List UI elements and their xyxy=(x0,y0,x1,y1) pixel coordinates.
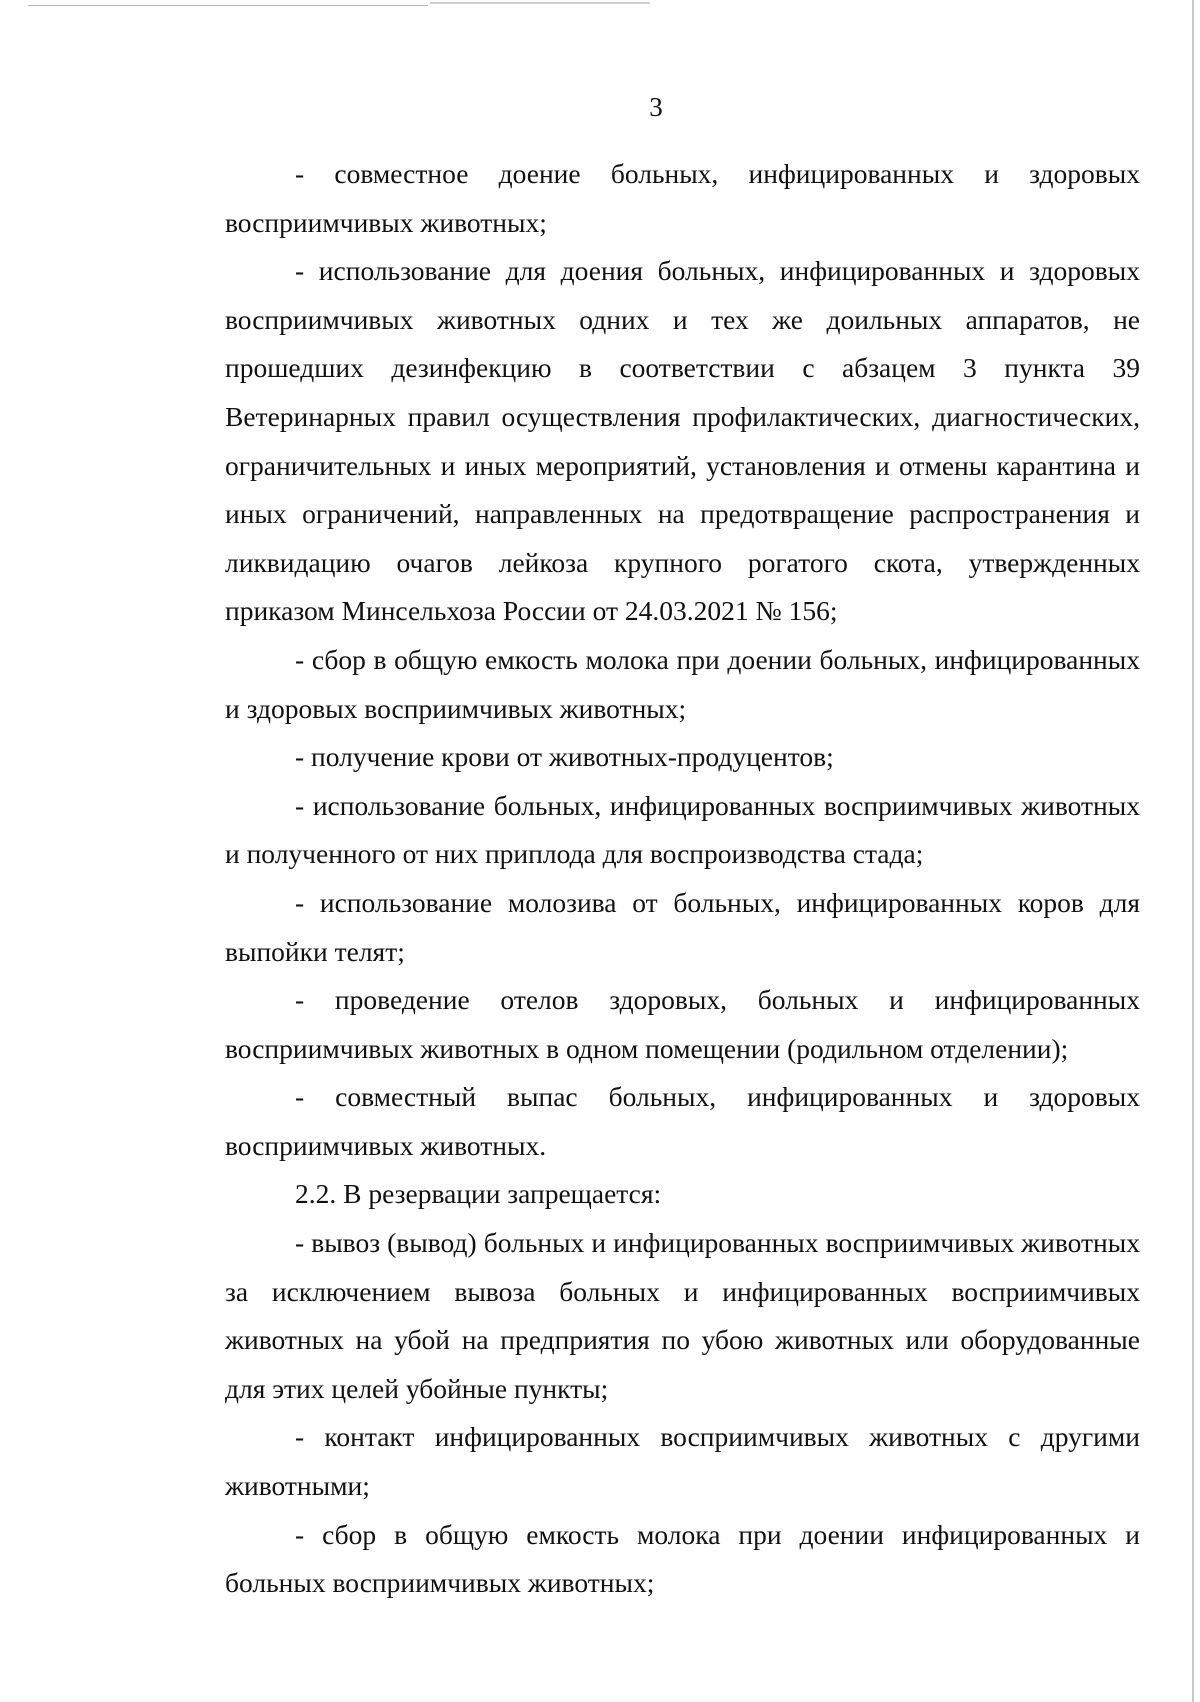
scan-edge-line xyxy=(28,5,428,6)
document-body xyxy=(225,150,1140,1608)
section-heading-reservation: 2.2. В резервации запрещается: xyxy=(295,1178,662,1210)
paragraph-joint-grazing: - совместный выпас больных, инфицированных и здоровых восприимчивых животных. xyxy=(225,1081,1140,1161)
paragraph-milk-collection: - сбор в общую емкость молока при доении больных, инфицированных и здоровых восприимчивых животных; xyxy=(225,643,1140,724)
paragraph-infected-milk-collection: - сбор в общую емкость молока при доении инфицированных и больных восприимчивых животных; xyxy=(225,1518,1140,1599)
paragraph-herd-reproduction: - использование больных, инфицированных восприимчивых животных и полученного от них приплода для воспроизводства стада; xyxy=(225,789,1140,870)
scan-edge-line xyxy=(430,2,650,4)
page-number: 3 xyxy=(649,92,663,122)
paragraph-colostrum-use: - использование молозива от больных, инфицированных коров для выпойки телят; xyxy=(225,886,1140,967)
paragraph-blood-collection: - получение крови от животных-продуцентов; xyxy=(295,741,834,773)
paragraph-calving: - проведение отелов здоровых, больных и инфицированных восприимчивых животных в одном помещении (родильном отделении); xyxy=(225,984,1140,1064)
paragraph-animal-contact: - контакт инфицированных восприимчивых животных с другими животными; xyxy=(225,1421,1140,1502)
paragraph-export-ban: - вывоз (вывод) больных и инфицированных восприимчивых животных за исключением вывоза больных и инфицированных восприимчивых животных на убой на предприятия по убою животных или оборудованные для этих целей убойные пункты; xyxy=(225,1227,1140,1404)
scan-edge-line xyxy=(1192,0,1194,1702)
paragraph-milking-equipment: - использование для доения больных, инфицированных и здоровых восприимчивых животных одних и тех же доильных аппаратов, не прошедших дезинфекцию в соответствии с абзацем 3 пункта 39 Ветеринарных правил осуществления профилактических, диагностических, ограничительных и иных мероприятий, установления и отмены карантина и иных ограничений, направленных на предотвращение распространения и ликвидацию очагов лейкоза крупного рогатого скота, утвержденных приказом Минсельхоза России от 24.03.2021 № 156; xyxy=(225,255,1140,627)
paragraph-joint-milking: - совместное доение больных, инфицированных и здоровых восприимчивых животных; xyxy=(225,158,1140,238)
